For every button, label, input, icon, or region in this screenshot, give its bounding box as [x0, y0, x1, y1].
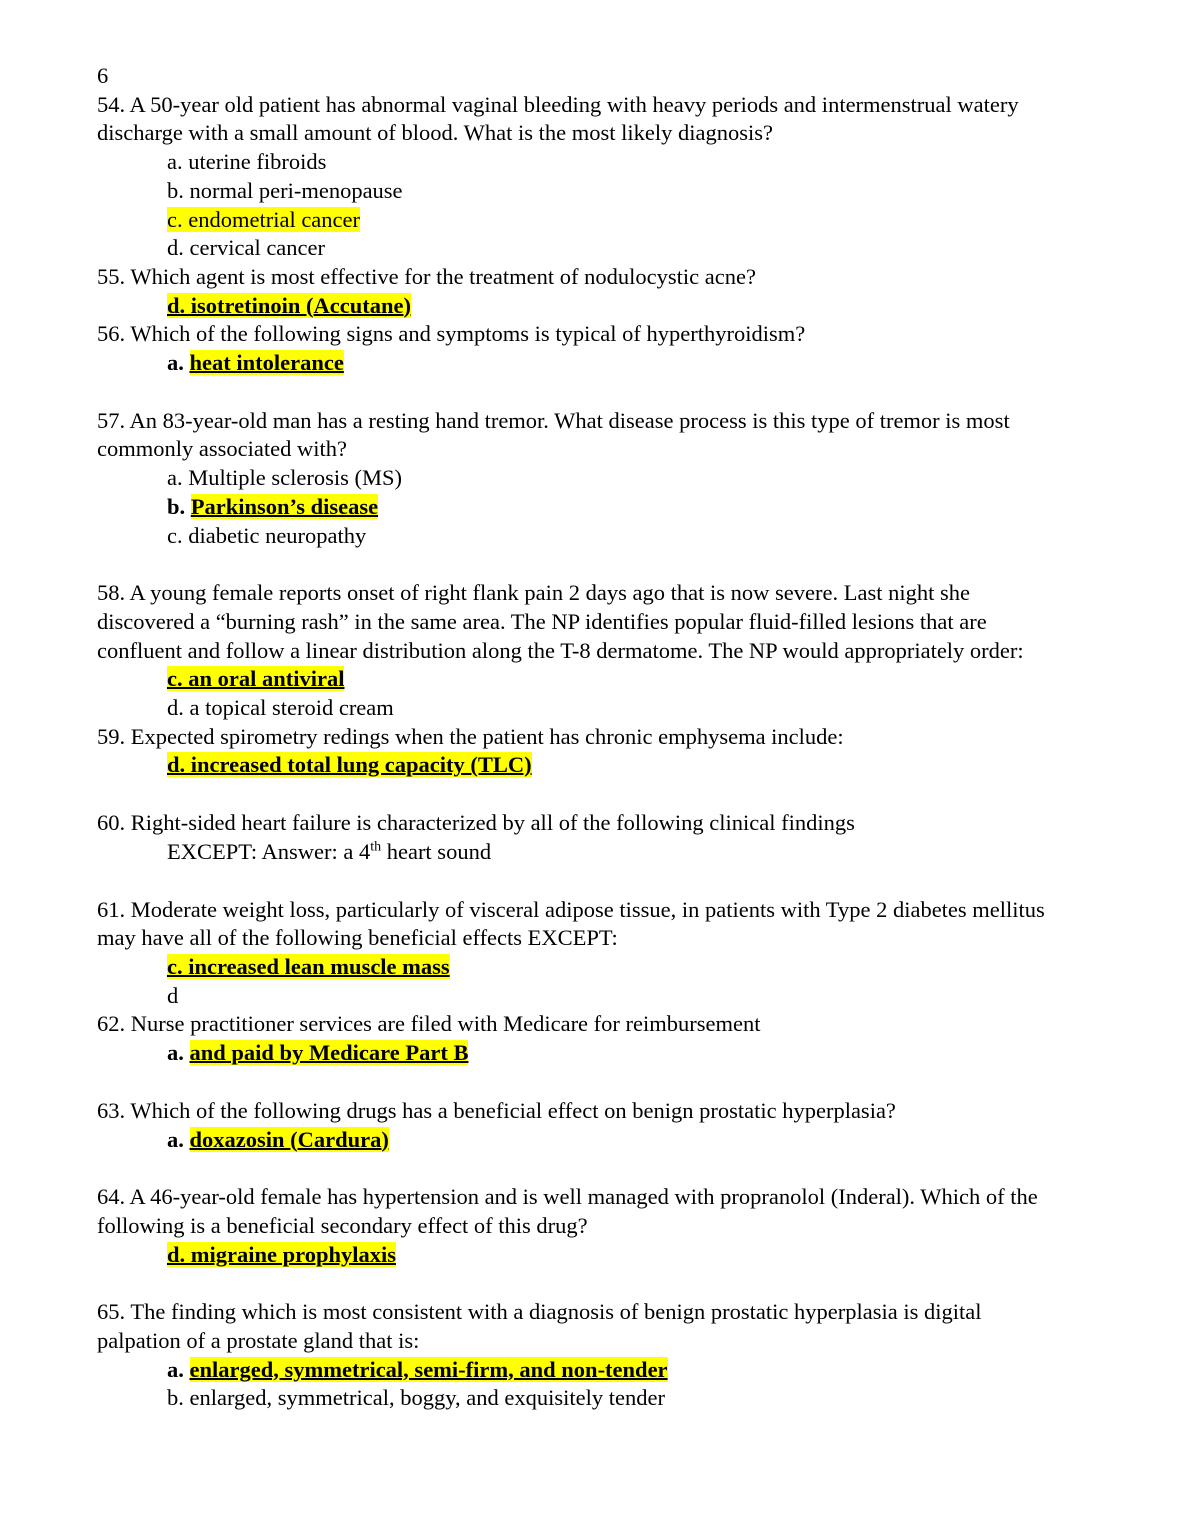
question-block: [97, 91, 1062, 263]
answer-text: d. cervical cancer: [167, 235, 326, 261]
highlighted-answer: d. migraine prophylaxis: [167, 1241, 396, 1267]
answer-text: [167, 839, 491, 864]
answer-option: [167, 177, 1062, 206]
question-text: 64. A 46-year-old female has hypertension and is well managed with propranolol (Inderal). Which of the following is a beneficial secondary effect of this drug?: [97, 1184, 1038, 1238]
question-block: [97, 723, 1062, 780]
highlighted-answer: heat intolerance: [189, 350, 344, 376]
answer-text: b. enlarged, symmetrical, boggy, and exquisitely tender: [167, 1385, 665, 1411]
correct-answer-option: [167, 665, 1062, 694]
answer-text: heart sound: [381, 838, 492, 864]
highlighted-answer: d. isotretinoin (Accutane): [167, 292, 411, 318]
question-text: 58. A young female reports onset of right flank pain 2 days ago that is now severe. Last night she discovered a “burning rash” in the same area. The NP identifies popular fluid-filled lesions that are confluent and follow a linear distribution along the T-8 dermatome. The NP would appropriately order:: [97, 580, 1024, 663]
highlighted-answer: doxazosin (Cardura): [189, 1126, 389, 1152]
highlighted-answer: c. an oral antiviral: [167, 666, 345, 692]
question-text: 56. Which of the following signs and symptoms is typical of hyperthyroidism?: [97, 321, 806, 347]
answer-label: a.: [167, 350, 190, 376]
question-block: [97, 579, 1062, 723]
answer-text: c. diabetic neuropathy: [167, 522, 367, 548]
highlighted-answer: c. increased lean muscle mass: [167, 953, 450, 979]
highlighted-answer: and paid by Medicare Part B: [189, 1040, 469, 1066]
answer-text: EXCEPT: Answer: a 4: [167, 838, 371, 864]
correct-answer-option: [167, 493, 1062, 522]
question-block: [97, 1298, 1062, 1413]
question-text: 60. Right-sided heart failure is characterized by all of the following clinical findings: [97, 810, 855, 836]
answer-option: [167, 982, 1062, 1011]
correct-answer-option: [167, 1356, 1062, 1385]
question-text: 61. Moderate weight loss, particularly of visceral adipose tissue, in patients with Type 2 diabetes mellitus may have all of the following beneficial effects EXCEPT:: [97, 896, 1045, 951]
question-block: [97, 809, 1062, 866]
correct-answer-option: [167, 1126, 1062, 1155]
answer-option: [167, 694, 1062, 723]
question-block: [97, 896, 1062, 1011]
question-block: [97, 320, 1062, 377]
answer-text: a. Multiple sclerosis (MS): [167, 465, 402, 491]
question-text: 63. Which of the following drugs has a beneficial effect on benign prostatic hyperplasia?: [97, 1097, 896, 1123]
correct-answer-option: [167, 1039, 1062, 1068]
answer-option: [167, 234, 1062, 263]
answer-text: a. uterine fibroids: [167, 149, 327, 175]
superscript-text: th: [370, 839, 382, 855]
question-block: [97, 1183, 1062, 1269]
answer-option: [167, 838, 1062, 867]
question-text: 57. An 83-year-old man has a resting hand tremor. What disease process is this type of tremor is most commonly associated with?: [97, 407, 1010, 462]
answer-text: b. normal peri-menopause: [167, 177, 403, 203]
question-text: 65. The finding which is most consistent with a diagnosis of benign prostatic hyperplasia is digital palpation of a prostate gland that is:: [97, 1299, 982, 1354]
question-text: 59. Expected spirometry redings when the patient has chronic emphysema include:: [97, 723, 844, 749]
answer-option: [167, 148, 1062, 177]
answer-label: a.: [167, 1126, 190, 1152]
question-block: [97, 407, 1062, 551]
answer-text: d. a topical steroid cream: [167, 695, 394, 721]
highlighted-answer: enlarged, symmetrical, semi-firm, and non-tender: [189, 1356, 668, 1382]
correct-answer-option: [167, 953, 1062, 982]
answer-option: [167, 1384, 1062, 1413]
correct-answer-option: [167, 1241, 1062, 1270]
answer-label: b.: [167, 493, 191, 519]
question-list: [97, 91, 1062, 1413]
answer-text: d: [167, 982, 179, 1008]
highlighted-answer: c. endometrial cancer: [167, 206, 361, 232]
correct-answer-option: [167, 751, 1062, 780]
answer-option: [167, 522, 1062, 551]
answer-option: [167, 464, 1062, 493]
answer-label: a.: [167, 1356, 190, 1382]
question-block: [97, 1010, 1062, 1067]
question-block: [97, 1097, 1062, 1154]
correct-answer-option: [167, 349, 1062, 378]
correct-answer-option: [167, 206, 1062, 235]
highlighted-answer: Parkinson’s disease: [190, 493, 379, 519]
highlighted-answer: d. increased total lung capacity (TLC): [167, 752, 532, 778]
page-number: 6: [97, 63, 109, 88]
correct-answer-option: [167, 292, 1062, 321]
question-text: 55. Which agent is most effective for the treatment of nodulocystic acne?: [97, 263, 756, 289]
question-text: 62. Nurse practitioner services are filed with Medicare for reimbursement: [97, 1011, 761, 1037]
question-block: [97, 263, 1062, 320]
question-text: 54. A 50-year old patient has abnormal vaginal bleeding with heavy periods and intermenstrual watery discharge with a small amount of blood. What is the most likely diagnosis?: [97, 91, 1019, 146]
answer-label: a.: [167, 1040, 190, 1066]
